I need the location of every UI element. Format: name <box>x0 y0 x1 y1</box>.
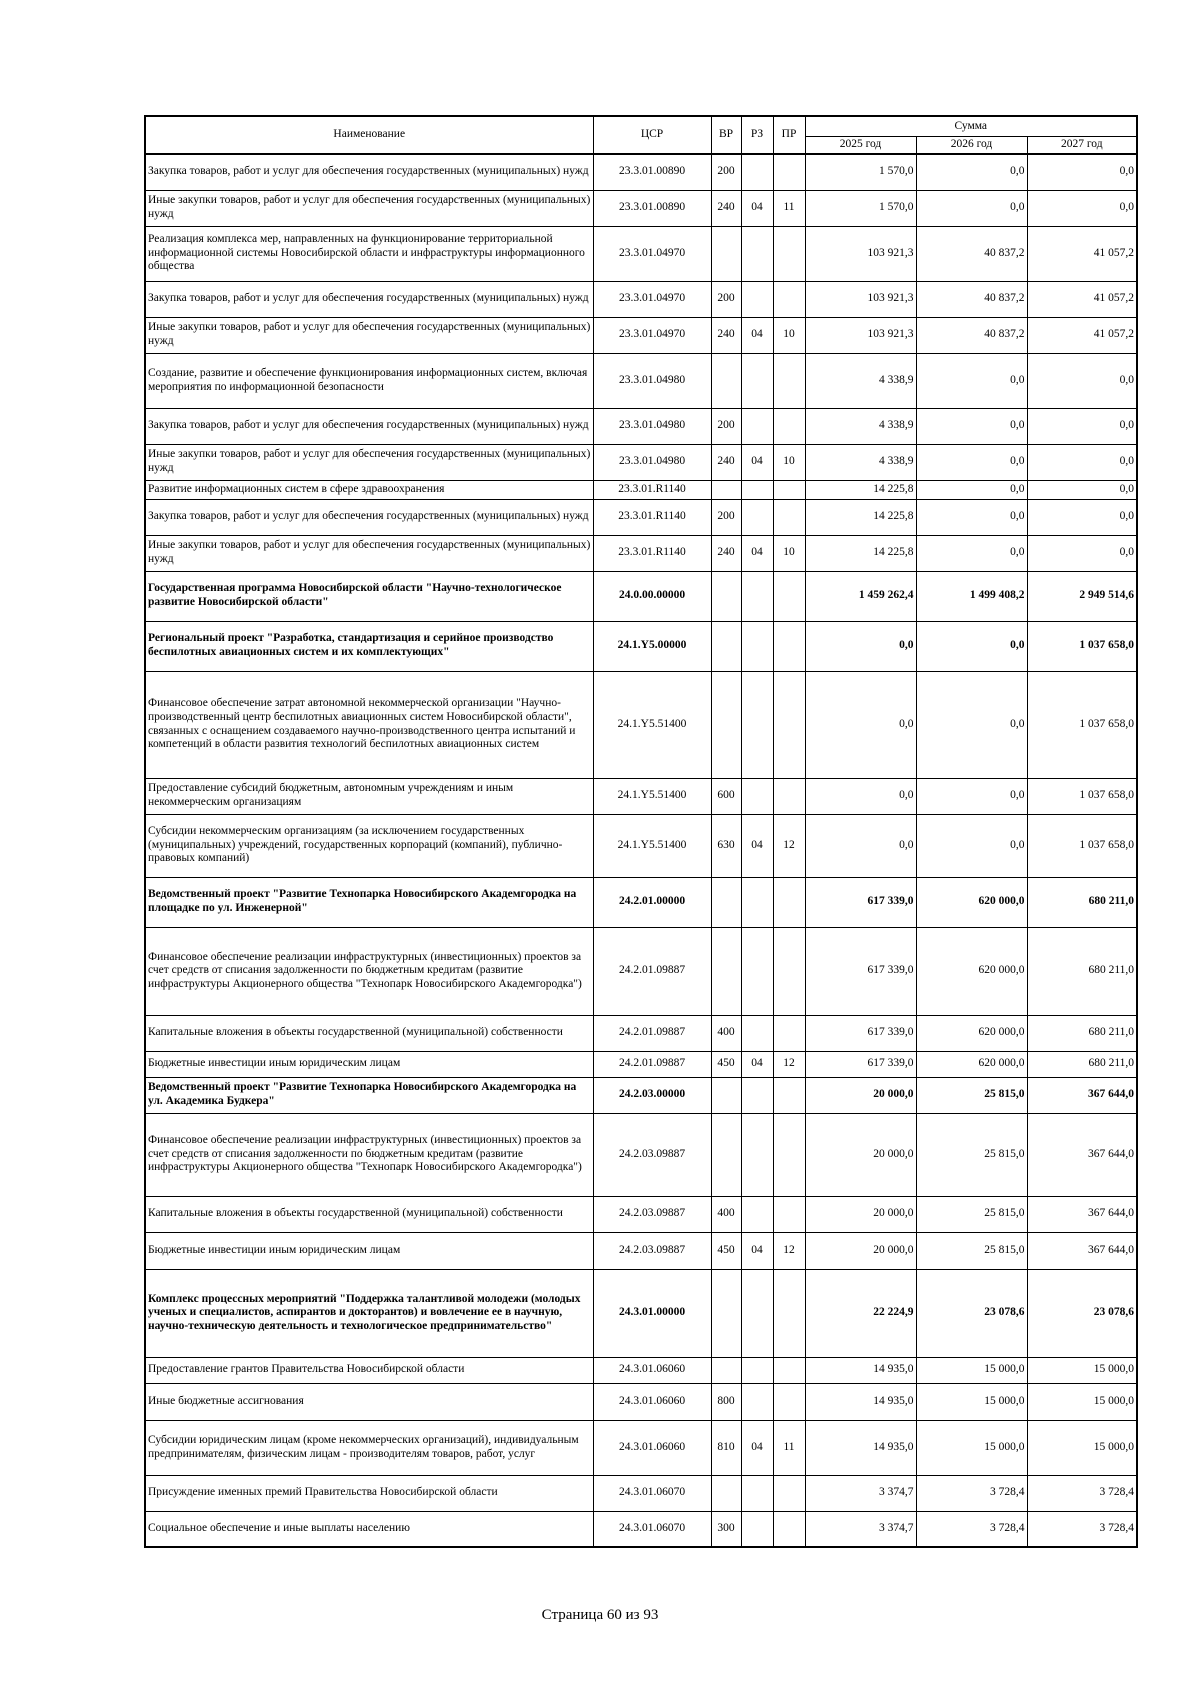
header-pr: ПР <box>773 116 805 154</box>
cell-rz <box>741 154 773 190</box>
cell-name: Ведомственный проект "Развитие Технопарка Новосибирского Академгородка на ул. Академика Будкера" <box>145 1077 593 1113</box>
table-row <box>145 621 1137 671</box>
cell-pr <box>773 154 805 190</box>
cell-vr <box>711 1357 741 1383</box>
cell-2027: 3 728,4 <box>1027 1511 1137 1547</box>
cell-name: Предоставление грантов Правительства Новосибирской области <box>145 1357 593 1383</box>
cell-2025: 617 339,0 <box>805 1015 916 1051</box>
cell-rz <box>741 499 773 535</box>
cell-2025: 0,0 <box>805 671 916 778</box>
cell-2025: 1 570,0 <box>805 154 916 190</box>
cell-2026: 0,0 <box>916 671 1027 778</box>
cell-rz: 04 <box>741 814 773 877</box>
table-body <box>145 154 1137 1547</box>
cell-rz <box>741 1196 773 1232</box>
table-row <box>145 571 1137 621</box>
page-number: Страница 60 из 93 <box>541 1607 659 1623</box>
header-name: Наименование <box>145 116 593 154</box>
cell-vr <box>711 877 741 927</box>
cell-2027: 41 057,2 <box>1027 317 1137 353</box>
cell-csr: 24.1.Y5.51400 <box>593 814 711 877</box>
cell-2026: 620 000,0 <box>916 1051 1027 1077</box>
cell-rz <box>741 1113 773 1196</box>
cell-vr <box>711 621 741 671</box>
cell-2026: 0,0 <box>916 499 1027 535</box>
cell-2026: 1 499 408,2 <box>916 571 1027 621</box>
cell-vr: 200 <box>711 281 741 317</box>
cell-pr: 10 <box>773 317 805 353</box>
header-vr: ВР <box>711 116 741 154</box>
cell-rz: 04 <box>741 535 773 571</box>
cell-vr <box>711 480 741 499</box>
cell-pr: 10 <box>773 535 805 571</box>
cell-csr: 23.3.01.00890 <box>593 190 711 226</box>
cell-csr: 24.3.01.06070 <box>593 1475 711 1511</box>
cell-2027: 367 644,0 <box>1027 1113 1137 1196</box>
cell-csr: 24.0.00.00000 <box>593 571 711 621</box>
cell-2026: 3 728,4 <box>916 1475 1027 1511</box>
cell-pr <box>773 927 805 1015</box>
cell-2025: 0,0 <box>805 621 916 671</box>
cell-2027: 23 078,6 <box>1027 1269 1137 1357</box>
cell-vr <box>711 226 741 281</box>
cell-2025: 103 921,3 <box>805 317 916 353</box>
cell-2026: 0,0 <box>916 408 1027 444</box>
cell-name: Иные закупки товаров, работ и услуг для обеспечения государственных (муниципальных) нужд <box>145 535 593 571</box>
cell-name: Региональный проект "Разработка, стандартизация и серийное производство беспилотных авиационных систем и их комплектующих" <box>145 621 593 671</box>
cell-2027: 2 949 514,6 <box>1027 571 1137 621</box>
cell-vr: 450 <box>711 1051 741 1077</box>
cell-2025: 3 374,7 <box>805 1511 916 1547</box>
cell-name: Закупка товаров, работ и услуг для обеспечения государственных (муниципальных) нужд <box>145 281 593 317</box>
cell-csr: 24.3.01.06070 <box>593 1511 711 1547</box>
cell-2025: 4 338,9 <box>805 444 916 480</box>
cell-csr: 24.2.03.09887 <box>593 1113 711 1196</box>
table-row <box>145 444 1137 480</box>
cell-2026: 0,0 <box>916 353 1027 408</box>
cell-name: Реализация комплекса мер, направленных на функционирование территориальной информационной системы Новосибирской области и инфраструктуры информационного общества <box>145 226 593 281</box>
cell-csr: 24.3.01.06060 <box>593 1420 711 1475</box>
cell-vr: 600 <box>711 778 741 814</box>
cell-rz <box>741 671 773 778</box>
cell-pr <box>773 1196 805 1232</box>
budget-table <box>144 115 1138 1548</box>
cell-pr: 11 <box>773 1420 805 1475</box>
cell-name: Субсидии некоммерческим организациям (за исключением государственных (муниципальных) учреждений, государственных корпораций (компаний), публично-правовых компаний) <box>145 814 593 877</box>
cell-2027: 1 037 658,0 <box>1027 814 1137 877</box>
cell-csr: 24.2.03.09887 <box>593 1196 711 1232</box>
cell-csr: 23.3.01.04980 <box>593 408 711 444</box>
cell-pr <box>773 353 805 408</box>
cell-csr: 23.3.01.R1140 <box>593 499 711 535</box>
cell-name: Бюджетные инвестиции иным юридическим лицам <box>145 1051 593 1077</box>
cell-2025: 14 225,8 <box>805 499 916 535</box>
cell-2026: 25 815,0 <box>916 1232 1027 1269</box>
cell-name: Создание, развитие и обеспечение функционирования информационных систем, включая мероприятия по информационной безопасности <box>145 353 593 408</box>
cell-csr: 24.3.01.00000 <box>593 1269 711 1357</box>
cell-2027: 680 211,0 <box>1027 877 1137 927</box>
cell-pr <box>773 408 805 444</box>
table-row <box>145 927 1137 1015</box>
cell-name: Финансовое обеспечение затрат автономной некоммерческой организации "Научно-производственный центр беспилотных авиационных систем Новосибирской области", связанных с оснащением создаваемого научно-производственного центра испытаний и компетенций в области развития технологий беспилотных авиационных систем <box>145 671 593 778</box>
cell-rz <box>741 353 773 408</box>
cell-name: Государственная программа Новосибирской области "Научно-технологическое развитие Новосибирской области" <box>145 571 593 621</box>
cell-rz: 04 <box>741 1420 773 1475</box>
cell-2026: 0,0 <box>916 444 1027 480</box>
cell-pr <box>773 1269 805 1357</box>
cell-pr: 12 <box>773 1232 805 1269</box>
cell-name: Капитальные вложения в объекты государственной (муниципальной) собственности <box>145 1196 593 1232</box>
cell-2027: 1 037 658,0 <box>1027 778 1137 814</box>
cell-rz <box>741 927 773 1015</box>
cell-name: Развитие информационных систем в сфере здравоохранения <box>145 480 593 499</box>
cell-vr: 200 <box>711 499 741 535</box>
cell-vr: 800 <box>711 1383 741 1420</box>
cell-csr: 24.1.Y5.51400 <box>593 671 711 778</box>
cell-2027: 0,0 <box>1027 535 1137 571</box>
header-2025: 2025 год <box>805 137 916 155</box>
cell-2026: 620 000,0 <box>916 877 1027 927</box>
cell-name: Закупка товаров, работ и услуг для обеспечения государственных (муниципальных) нужд <box>145 499 593 535</box>
cell-vr <box>711 1077 741 1113</box>
cell-2026: 15 000,0 <box>916 1357 1027 1383</box>
cell-2025: 4 338,9 <box>805 408 916 444</box>
cell-csr: 24.2.03.09887 <box>593 1232 711 1269</box>
cell-name: Комплекс процессных мероприятий "Поддержка талантливой молодежи (молодых ученых и специалистов, аспирантов и докторантов) и вовлечение ее в научную, научно-техническую деятельность и технологическое предпринимательство" <box>145 1269 593 1357</box>
cell-pr <box>773 1015 805 1051</box>
cell-vr <box>711 1113 741 1196</box>
table-row <box>145 190 1137 226</box>
cell-2026: 0,0 <box>916 778 1027 814</box>
cell-2026: 25 815,0 <box>916 1113 1027 1196</box>
cell-2026: 15 000,0 <box>916 1420 1027 1475</box>
cell-2027: 367 644,0 <box>1027 1196 1137 1232</box>
cell-rz: 04 <box>741 1051 773 1077</box>
cell-2027: 680 211,0 <box>1027 927 1137 1015</box>
cell-2025: 103 921,3 <box>805 281 916 317</box>
cell-vr: 240 <box>711 190 741 226</box>
cell-pr <box>773 281 805 317</box>
cell-2027: 0,0 <box>1027 154 1137 190</box>
cell-2025: 617 339,0 <box>805 877 916 927</box>
cell-2026: 0,0 <box>916 814 1027 877</box>
cell-name: Ведомственный проект "Развитие Технопарка Новосибирского Академгородка на площадке по ул. Инженерной" <box>145 877 593 927</box>
cell-csr: 23.3.01.00890 <box>593 154 711 190</box>
cell-name: Иные бюджетные ассигнования <box>145 1383 593 1420</box>
cell-pr <box>773 1077 805 1113</box>
cell-2026: 40 837,2 <box>916 317 1027 353</box>
cell-2026: 15 000,0 <box>916 1383 1027 1420</box>
cell-csr: 23.3.01.04970 <box>593 281 711 317</box>
table-row <box>145 408 1137 444</box>
cell-2025: 3 374,7 <box>805 1475 916 1511</box>
cell-vr: 300 <box>711 1511 741 1547</box>
cell-vr <box>711 1269 741 1357</box>
cell-pr <box>773 671 805 778</box>
cell-pr <box>773 226 805 281</box>
cell-2027: 41 057,2 <box>1027 226 1137 281</box>
cell-vr: 240 <box>711 317 741 353</box>
cell-2026: 0,0 <box>916 535 1027 571</box>
cell-rz <box>741 1077 773 1113</box>
cell-rz <box>741 1383 773 1420</box>
header-csr: ЦСР <box>593 116 711 154</box>
table-row <box>145 1077 1137 1113</box>
cell-2027: 0,0 <box>1027 190 1137 226</box>
cell-name: Социальное обеспечение и иные выплаты населению <box>145 1511 593 1547</box>
cell-2027: 15 000,0 <box>1027 1420 1137 1475</box>
cell-rz <box>741 1269 773 1357</box>
cell-csr: 24.1.Y5.51400 <box>593 778 711 814</box>
cell-2027: 15 000,0 <box>1027 1357 1137 1383</box>
cell-vr: 810 <box>711 1420 741 1475</box>
cell-pr <box>773 571 805 621</box>
header-2026: 2026 год <box>916 137 1027 155</box>
cell-2027: 41 057,2 <box>1027 281 1137 317</box>
cell-2026: 0,0 <box>916 621 1027 671</box>
cell-2025: 20 000,0 <box>805 1113 916 1196</box>
cell-name: Финансовое обеспечение реализации инфраструктурных (инвестиционных) проектов за счет средств от списания задолженности по бюджетным кредитам (развитие инфраструктуры Акционерного общества "Технопарк Новосибирского Академгородка") <box>145 1113 593 1196</box>
cell-2027: 0,0 <box>1027 444 1137 480</box>
cell-2026: 40 837,2 <box>916 226 1027 281</box>
cell-2027: 367 644,0 <box>1027 1077 1137 1113</box>
cell-2026: 23 078,6 <box>916 1269 1027 1357</box>
cell-csr: 24.3.01.06060 <box>593 1383 711 1420</box>
header-rz: РЗ <box>741 116 773 154</box>
cell-2025: 20 000,0 <box>805 1232 916 1269</box>
cell-pr: 11 <box>773 190 805 226</box>
cell-csr: 23.3.01.04970 <box>593 317 711 353</box>
cell-vr: 200 <box>711 154 741 190</box>
table-row <box>145 1511 1137 1547</box>
table-row <box>145 1269 1137 1357</box>
cell-2027: 3 728,4 <box>1027 1475 1137 1511</box>
cell-rz <box>741 226 773 281</box>
cell-vr <box>711 927 741 1015</box>
table-row <box>145 480 1137 499</box>
cell-csr: 24.2.03.00000 <box>593 1077 711 1113</box>
table-row <box>145 1475 1137 1511</box>
cell-name: Субсидии юридическим лицам (кроме некоммерческих организаций), индивидуальным предпринимателям, физическим лицам - производителям товаров, работ, услуг <box>145 1420 593 1475</box>
cell-2026: 0,0 <box>916 190 1027 226</box>
cell-name: Присуждение именных премий Правительства Новосибирской области <box>145 1475 593 1511</box>
cell-2027: 0,0 <box>1027 353 1137 408</box>
cell-2026: 40 837,2 <box>916 281 1027 317</box>
cell-rz <box>741 1357 773 1383</box>
cell-rz <box>741 621 773 671</box>
cell-2025: 1 459 262,4 <box>805 571 916 621</box>
header-2027: 2027 год <box>1027 137 1137 155</box>
cell-pr: 12 <box>773 814 805 877</box>
table-row <box>145 1113 1137 1196</box>
cell-2027: 0,0 <box>1027 408 1137 444</box>
cell-rz <box>741 480 773 499</box>
cell-2025: 14 935,0 <box>805 1357 916 1383</box>
cell-2025: 4 338,9 <box>805 353 916 408</box>
cell-rz <box>741 408 773 444</box>
cell-2026: 0,0 <box>916 480 1027 499</box>
table-row <box>145 499 1137 535</box>
cell-vr: 240 <box>711 535 741 571</box>
cell-pr: 10 <box>773 444 805 480</box>
cell-vr <box>711 1475 741 1511</box>
cell-2025: 14 225,8 <box>805 535 916 571</box>
cell-pr: 12 <box>773 1051 805 1077</box>
cell-pr <box>773 499 805 535</box>
cell-vr <box>711 671 741 778</box>
cell-2027: 680 211,0 <box>1027 1051 1137 1077</box>
cell-rz <box>741 1475 773 1511</box>
cell-2025: 617 339,0 <box>805 1051 916 1077</box>
cell-csr: 23.3.01.04980 <box>593 444 711 480</box>
cell-vr: 400 <box>711 1196 741 1232</box>
cell-2026: 3 728,4 <box>916 1511 1027 1547</box>
cell-vr: 450 <box>711 1232 741 1269</box>
cell-name: Закупка товаров, работ и услуг для обеспечения государственных (муниципальных) нужд <box>145 154 593 190</box>
cell-csr: 24.2.01.09887 <box>593 1051 711 1077</box>
cell-2027: 0,0 <box>1027 480 1137 499</box>
table-row <box>145 1420 1137 1475</box>
cell-csr: 23.3.01.R1140 <box>593 535 711 571</box>
cell-pr <box>773 1113 805 1196</box>
cell-pr <box>773 621 805 671</box>
cell-csr: 23.3.01.04980 <box>593 353 711 408</box>
cell-rz <box>741 281 773 317</box>
cell-2025: 103 921,3 <box>805 226 916 281</box>
cell-vr: 400 <box>711 1015 741 1051</box>
cell-2025: 0,0 <box>805 778 916 814</box>
table-row <box>145 535 1137 571</box>
table-row <box>145 671 1137 778</box>
cell-2025: 14 935,0 <box>805 1383 916 1420</box>
cell-name: Капитальные вложения в объекты государственной (муниципальной) собственности <box>145 1015 593 1051</box>
table-row <box>145 317 1137 353</box>
cell-2027: 15 000,0 <box>1027 1383 1137 1420</box>
cell-pr <box>773 1383 805 1420</box>
cell-vr: 240 <box>711 444 741 480</box>
header-sum: Сумма <box>805 116 1137 137</box>
cell-csr: 23.3.01.04970 <box>593 226 711 281</box>
cell-pr <box>773 1475 805 1511</box>
cell-rz: 04 <box>741 317 773 353</box>
cell-2027: 1 037 658,0 <box>1027 621 1137 671</box>
table-row <box>145 1196 1137 1232</box>
cell-name: Закупка товаров, работ и услуг для обеспечения государственных (муниципальных) нужд <box>145 408 593 444</box>
cell-2027: 0,0 <box>1027 499 1137 535</box>
table-row <box>145 778 1137 814</box>
table-row <box>145 1232 1137 1269</box>
cell-vr <box>711 571 741 621</box>
cell-2025: 14 935,0 <box>805 1420 916 1475</box>
cell-rz <box>741 571 773 621</box>
cell-2025: 617 339,0 <box>805 927 916 1015</box>
cell-2027: 680 211,0 <box>1027 1015 1137 1051</box>
cell-2025: 20 000,0 <box>805 1077 916 1113</box>
cell-csr: 24.2.01.00000 <box>593 877 711 927</box>
table-row <box>145 1383 1137 1420</box>
table-row <box>145 877 1137 927</box>
cell-pr <box>773 1511 805 1547</box>
cell-name: Иные закупки товаров, работ и услуг для обеспечения государственных (муниципальных) нужд <box>145 190 593 226</box>
cell-2026: 25 815,0 <box>916 1077 1027 1113</box>
cell-2026: 620 000,0 <box>916 927 1027 1015</box>
cell-csr: 24.2.01.09887 <box>593 927 711 1015</box>
cell-vr <box>711 353 741 408</box>
cell-pr <box>773 480 805 499</box>
cell-csr: 24.3.01.06060 <box>593 1357 711 1383</box>
cell-rz <box>741 778 773 814</box>
cell-rz <box>741 1511 773 1547</box>
cell-pr <box>773 1357 805 1383</box>
cell-2027: 1 037 658,0 <box>1027 671 1137 778</box>
cell-rz: 04 <box>741 1232 773 1269</box>
cell-vr: 200 <box>711 408 741 444</box>
cell-2025: 22 224,9 <box>805 1269 916 1357</box>
cell-pr <box>773 877 805 927</box>
cell-vr: 630 <box>711 814 741 877</box>
cell-2026: 25 815,0 <box>916 1196 1027 1232</box>
table-header <box>145 116 1137 154</box>
cell-2025: 14 225,8 <box>805 480 916 499</box>
cell-rz: 04 <box>741 444 773 480</box>
cell-rz <box>741 877 773 927</box>
table-row <box>145 1357 1137 1383</box>
cell-rz <box>741 1015 773 1051</box>
cell-rz: 04 <box>741 190 773 226</box>
cell-csr: 24.1.Y5.00000 <box>593 621 711 671</box>
cell-2025: 0,0 <box>805 814 916 877</box>
cell-pr <box>773 778 805 814</box>
cell-2025: 20 000,0 <box>805 1196 916 1232</box>
table-row <box>145 1051 1137 1077</box>
table-row <box>145 353 1137 408</box>
table-row <box>145 226 1137 281</box>
cell-name: Предоставление субсидий бюджетным, автономным учреждениям и иным некоммерческим организациям <box>145 778 593 814</box>
cell-name: Бюджетные инвестиции иным юридическим лицам <box>145 1232 593 1269</box>
table-row <box>145 154 1137 190</box>
table-row <box>145 1015 1137 1051</box>
cell-csr: 23.3.01.R1140 <box>593 480 711 499</box>
cell-csr: 24.2.01.09887 <box>593 1015 711 1051</box>
cell-name: Иные закупки товаров, работ и услуг для обеспечения государственных (муниципальных) нужд <box>145 444 593 480</box>
cell-name: Финансовое обеспечение реализации инфраструктурных (инвестиционных) проектов за счет средств от списания задолженности по бюджетным кредитам (развитие инфраструктуры Акционерного общества "Технопарк Новосибирского Академгородка") <box>145 927 593 1015</box>
cell-2026: 0,0 <box>916 154 1027 190</box>
cell-name: Иные закупки товаров, работ и услуг для обеспечения государственных (муниципальных) нужд <box>145 317 593 353</box>
table-row <box>145 281 1137 317</box>
table-row <box>145 814 1137 877</box>
cell-2025: 1 570,0 <box>805 190 916 226</box>
cell-2026: 620 000,0 <box>916 1015 1027 1051</box>
cell-2027: 367 644,0 <box>1027 1232 1137 1269</box>
